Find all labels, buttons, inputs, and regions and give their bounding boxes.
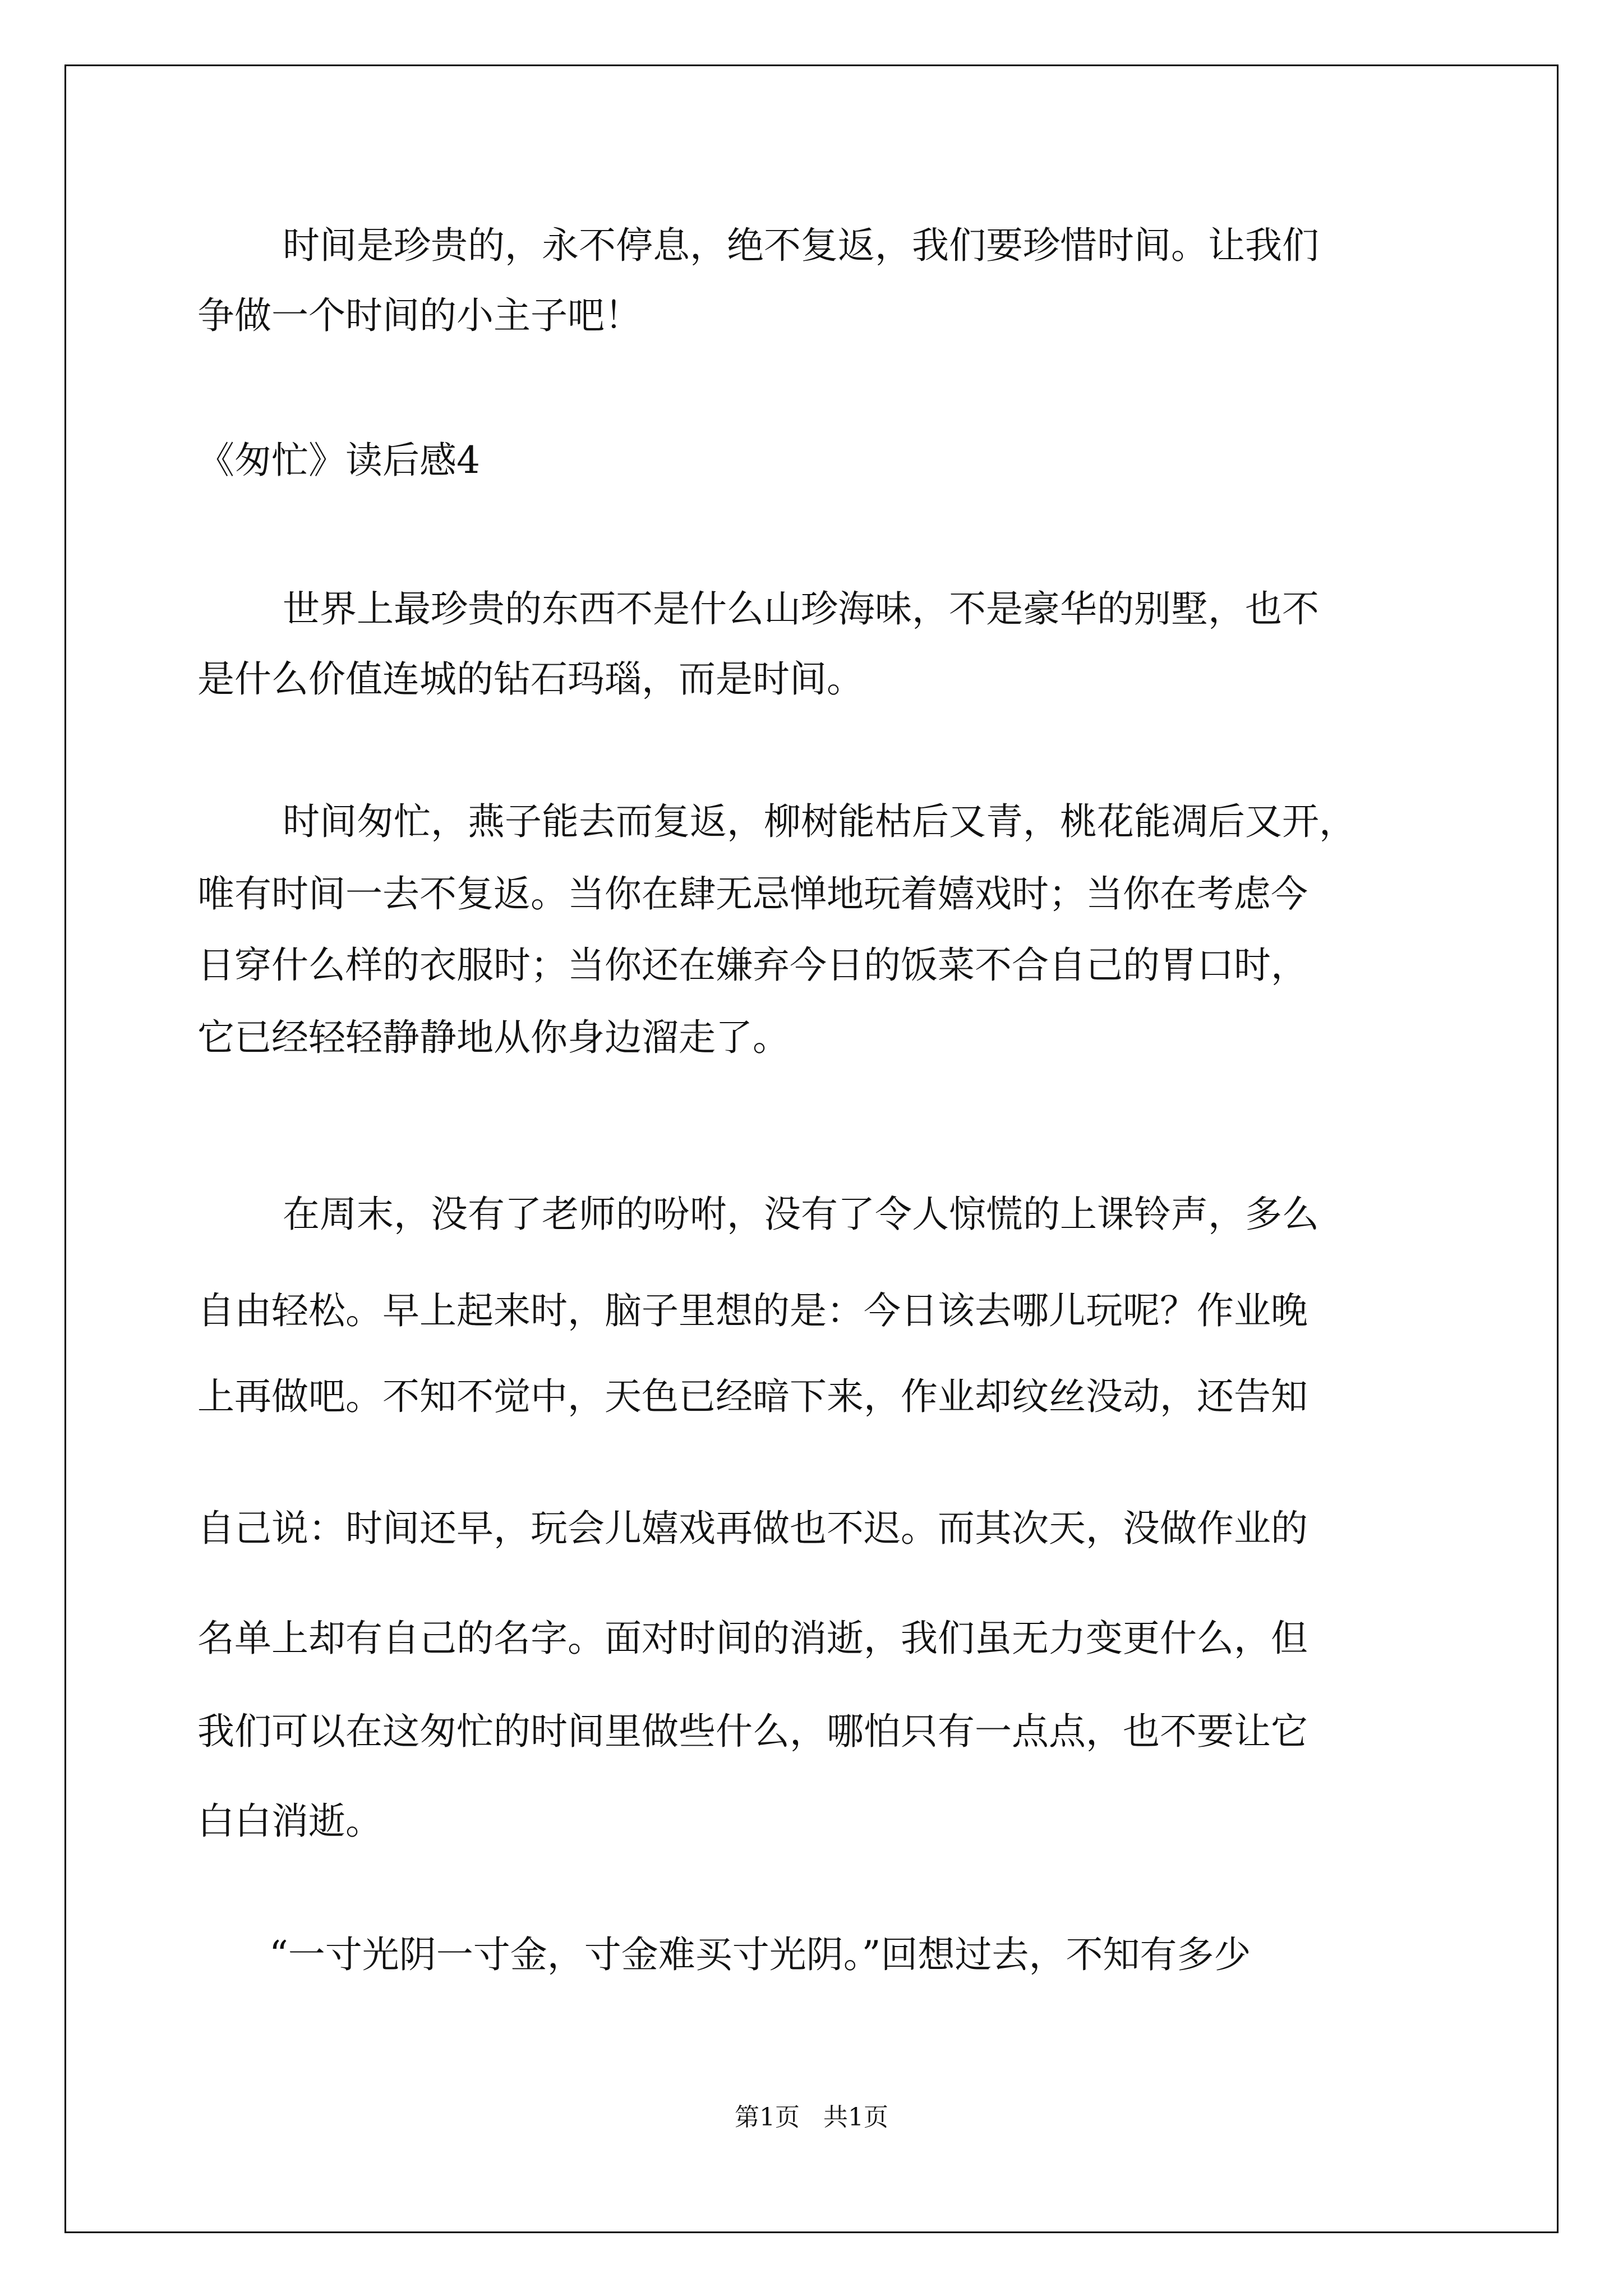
paragraph-line: “一寸光阴一寸金，寸金难买寸光阴。”回想过去，不知有多少 bbox=[269, 1933, 1251, 1976]
page-number: 第1页 bbox=[735, 2103, 800, 2132]
paragraph-line: 时间匆忙，燕子能去而复返，柳树能枯后又青，桃花能凋后又开， bbox=[283, 800, 1356, 843]
paragraph-line: 我们可以在这匆忙的时间里做些什么，哪怕只有一点点，也不要让它 bbox=[197, 1710, 1308, 1753]
page-footer bbox=[0, 2097, 1623, 2133]
paragraph-line: 自由轻松。早上起来时，脑子里想的是：今日该去哪儿玩呢？作业晚 bbox=[197, 1289, 1308, 1332]
paragraph-line: 上再做吧。不知不觉中，天色已经暗下来，作业却纹丝没动，还告知 bbox=[197, 1375, 1308, 1418]
paragraph-line: 日穿什么样的衣服时；当你还在嫌弃今日的饭菜不合自己的胃口时， bbox=[197, 944, 1308, 987]
paragraph-line: 争做一个时间的小主子吧！ bbox=[197, 294, 642, 337]
paragraph-line: 在周末，没有了老师的吩咐，没有了令人惊慌的上课铃声，多么 bbox=[283, 1193, 1319, 1236]
paragraph-line: 自己说：时间还早，玩会儿嬉戏再做也不迟。而其次天，没做作业的 bbox=[197, 1507, 1308, 1550]
paragraph-line: 白白消逝。 bbox=[197, 1800, 382, 1843]
paragraph-line: 时间是珍贵的，永不停息，绝不复返，我们要珍惜时间。让我们 bbox=[283, 224, 1319, 267]
paragraph-line: 是什么价值连城的钻石玛瑙，而是时间。 bbox=[197, 657, 864, 701]
paragraph-line: 名单上却有自己的名字。面对时间的消逝，我们虽无力变更什么，但 bbox=[197, 1617, 1308, 1660]
paragraph-line: 唯有时间一去不复返。当你在肆无忌惮地玩着嬉戏时；当你在考虑今 bbox=[197, 872, 1308, 915]
paragraph-line: 世界上最珍贵的东西不是什么山珍海味，不是豪华的别墅，也不 bbox=[283, 587, 1319, 631]
page-total: 共1页 bbox=[823, 2103, 888, 2132]
paragraph-line: 它已经轻轻静静地从你身边溜走了。 bbox=[197, 1016, 790, 1059]
section-heading: 《匆忙》读后感4 bbox=[197, 439, 480, 482]
document-body bbox=[197, 0, 1482, 1976]
